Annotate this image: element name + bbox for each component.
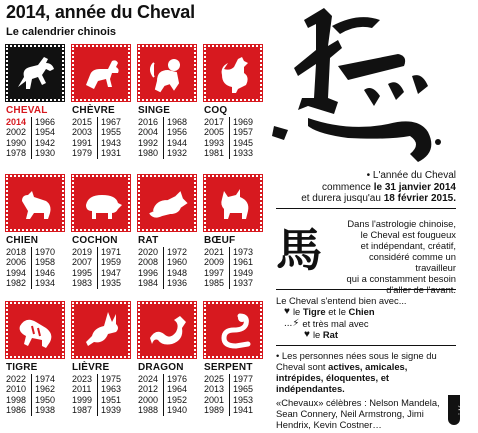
year: 1978 — [6, 148, 32, 158]
year: 1934 — [35, 278, 56, 289]
compatibility-block — [276, 295, 458, 341]
traits-intro: • Les personnes nées sous le signe du Cheval sont — [276, 350, 437, 372]
year: 2020 — [138, 247, 164, 257]
horse-stamp — [6, 45, 64, 101]
sign-years — [204, 117, 266, 159]
year: 1980 — [138, 148, 164, 158]
sign-cell-tigre — [6, 302, 68, 416]
sign-cell-chien — [6, 175, 68, 289]
heart-icon: ♥ — [304, 329, 310, 341]
goat-stamp — [72, 45, 130, 101]
year: 1963 — [101, 384, 122, 395]
year: 1968 — [167, 117, 188, 127]
rat-stamp — [138, 175, 196, 231]
tiger-stamp — [6, 302, 64, 358]
year: 2000 — [138, 395, 164, 405]
sign-years — [138, 374, 200, 416]
desc-line: le Cheval est fougueux — [360, 229, 456, 240]
sign-name: BŒUF — [204, 235, 236, 246]
year: 1976 — [167, 374, 188, 384]
sign-name: CHIEN — [6, 235, 39, 246]
traits-text — [276, 350, 446, 394]
year: 1943 — [101, 137, 122, 148]
sign-name: LIÈVRE — [72, 362, 110, 373]
year: 1941 — [233, 405, 254, 416]
year: 1935 — [101, 278, 122, 289]
sign-years — [204, 374, 266, 416]
year: 1964 — [167, 384, 188, 395]
sign-years — [204, 247, 266, 289]
dragon-stamp — [138, 302, 196, 358]
year: 1995 — [72, 268, 98, 278]
year: 1984 — [138, 278, 164, 288]
ox-stamp — [204, 175, 262, 231]
sign-years — [138, 247, 200, 289]
year: 2002 — [6, 127, 32, 137]
year: 2021 — [204, 247, 230, 257]
year: 1960 — [167, 257, 188, 268]
year: 1937 — [233, 278, 254, 289]
monkey-icon — [144, 51, 192, 97]
compat-rat: Rat — [322, 329, 338, 341]
traits-list: actives, amicales, intrépides, éloquentes, et indépendantes. — [276, 361, 408, 394]
sign-name: COQ — [204, 105, 228, 116]
year: 1953 — [233, 394, 254, 405]
year: 1981 — [204, 148, 230, 158]
year: 1951 — [101, 394, 122, 405]
year: 1954 — [35, 127, 56, 138]
horse-description — [326, 218, 456, 295]
year: 2014 — [6, 117, 32, 127]
year: 1974 — [35, 374, 56, 384]
year: 1952 — [167, 394, 188, 405]
year: 2022 — [6, 374, 32, 384]
compat-tigre: Tigre — [302, 306, 326, 318]
year: 1993 — [204, 138, 230, 148]
monkey-stamp — [138, 45, 196, 101]
year: 1977 — [233, 374, 254, 384]
compat-le: le — [292, 306, 303, 318]
year: 2012 — [138, 384, 164, 394]
sign-cell-lievre — [72, 302, 134, 416]
pig-stamp — [72, 175, 130, 231]
year: 1944 — [167, 137, 188, 148]
desc-line: Dans l'astrologie chinoise, — [347, 218, 456, 229]
year: 1975 — [101, 374, 122, 384]
sign-name: TIGRE — [6, 362, 38, 373]
year: 1946 — [35, 267, 56, 278]
year: 1970 — [35, 247, 56, 257]
sign-cell-coq — [204, 45, 266, 159]
sign-years — [6, 117, 68, 159]
horse-glyph-char: 馬 — [276, 223, 322, 277]
traits-block — [276, 350, 446, 433]
year: 1940 — [167, 405, 188, 416]
page-subtitle: Le calendrier chinois — [6, 26, 117, 38]
hare-icon — [78, 308, 126, 354]
compatibility-bad — [276, 329, 458, 340]
year: 1989 — [204, 405, 230, 415]
year: 1950 — [35, 394, 56, 405]
compat-intro-text: Le Cheval s'entend bien avec... — [276, 295, 407, 306]
sign-cell-serpent — [204, 302, 266, 416]
year: 1958 — [35, 257, 56, 268]
year: 2010 — [6, 384, 32, 394]
ox-icon — [210, 181, 258, 227]
calligraphy-horse-character — [268, 6, 458, 168]
year: 2018 — [6, 247, 32, 257]
rooster-stamp — [204, 45, 262, 101]
dates-end-prefix: et durera jusqu'au — [301, 193, 384, 204]
sign-years — [6, 247, 68, 289]
year: 1985 — [204, 278, 230, 288]
year: 1991 — [72, 138, 98, 148]
year: 2004 — [138, 127, 164, 137]
year-dates-text — [268, 170, 456, 205]
sign-cell-rat — [138, 175, 200, 289]
year: 1936 — [167, 278, 188, 289]
sign-name: SERPENT — [204, 362, 253, 373]
compat-le: le — [312, 329, 323, 341]
sign-name: CHEVAL — [6, 105, 48, 116]
rooster-icon — [210, 51, 258, 97]
desc-line: et indépendant, créatif, — [360, 240, 456, 251]
year: 1982 — [6, 278, 32, 288]
year: 1955 — [101, 127, 122, 138]
hare-stamp — [72, 302, 130, 358]
sign-name: DRAGON — [138, 362, 184, 373]
year: 1997 — [204, 268, 230, 278]
horse-glyph — [276, 222, 326, 278]
year: 2023 — [72, 374, 98, 384]
sign-name: RAT — [138, 235, 159, 246]
year: 1987 — [72, 405, 98, 415]
compat-bad-text: et très mal avec — [302, 317, 369, 329]
page-title: 2014, année du Cheval — [6, 2, 195, 22]
year: 2001 — [204, 395, 230, 405]
year: 1938 — [35, 405, 56, 416]
heart-icon: ♥ — [284, 306, 290, 318]
year: 2006 — [6, 257, 32, 267]
sign-years — [72, 374, 134, 416]
year: 1994 — [6, 268, 32, 278]
year: 1973 — [233, 247, 254, 257]
year: 2007 — [72, 257, 98, 267]
lightning-icon: ...⚡ — [284, 317, 300, 329]
year: 1972 — [167, 247, 188, 257]
dog-stamp — [6, 175, 64, 231]
year: 1961 — [233, 257, 254, 268]
year: 1999 — [72, 395, 98, 405]
year: 1996 — [138, 268, 164, 278]
dates-start-prefix: commence — [322, 181, 374, 193]
sign-years — [72, 117, 134, 159]
divider — [276, 289, 456, 290]
year: 2011 — [72, 384, 98, 394]
year: 2013 — [204, 384, 230, 394]
year: 1931 — [101, 148, 122, 159]
year: 1942 — [35, 137, 56, 148]
snake-stamp — [204, 302, 262, 358]
desc-line: considéré comme un travailleur — [368, 251, 456, 273]
dates-end: 18 février 2015. — [383, 193, 456, 204]
sign-cell-cochon — [72, 175, 134, 289]
year: 1967 — [101, 117, 122, 127]
sign-years — [138, 117, 200, 159]
year: 1998 — [6, 395, 32, 405]
year: 1948 — [167, 267, 188, 278]
sign-cell-boeuf — [204, 175, 266, 289]
year: 1933 — [233, 148, 254, 159]
sign-years — [72, 247, 134, 289]
year: 1949 — [233, 267, 254, 278]
year: 2019 — [72, 247, 98, 257]
pig-icon — [78, 181, 126, 227]
year: 1930 — [35, 148, 56, 159]
divider — [276, 345, 456, 346]
year: 1971 — [101, 247, 122, 257]
dog-icon — [12, 181, 60, 227]
dragon-icon — [144, 308, 192, 354]
snake-icon — [210, 308, 258, 354]
year: 2024 — [138, 374, 164, 384]
compat-chien: Chien — [348, 306, 375, 318]
year: 2005 — [204, 127, 230, 137]
horse-icon — [12, 51, 60, 97]
year: 1959 — [101, 257, 122, 268]
year: 1947 — [101, 267, 122, 278]
year: 1956 — [167, 127, 188, 138]
year: 1939 — [101, 405, 122, 416]
compatibility-bad-intro — [276, 318, 458, 329]
famous-horses: «Chevaux» célèbres : Nelson Mandela, Sean Connery, Neil Armstrong, Jimi Hendrix, Kevin Costner… — [276, 397, 440, 430]
desc-line: qui a constamment besoin — [346, 273, 456, 284]
year: 1932 — [167, 148, 188, 159]
year: 2025 — [204, 374, 230, 384]
dates-intro: • L'année du Cheval — [366, 170, 456, 181]
dates-start: le 31 janvier 2014 — [373, 181, 456, 193]
year: 1990 — [6, 138, 32, 148]
year: 2008 — [138, 257, 164, 267]
idé-logo: idé — [448, 395, 460, 425]
sign-cell-singe — [138, 45, 200, 159]
year: 1986 — [6, 405, 32, 415]
sign-name: CHÈVRE — [72, 105, 115, 116]
compatibility-intro — [276, 295, 458, 306]
year: 2017 — [204, 117, 230, 127]
year: 1983 — [72, 278, 98, 288]
sign-name: SINGE — [138, 105, 171, 116]
compat-et: et le — [325, 306, 349, 318]
sign-cell-dragon — [138, 302, 200, 416]
sign-cell-cheval — [6, 45, 68, 159]
divider — [276, 208, 456, 209]
year: 1962 — [35, 384, 56, 395]
year: 1945 — [233, 137, 254, 148]
year: 2016 — [138, 117, 164, 127]
year: 2015 — [72, 117, 98, 127]
year: 1969 — [233, 117, 254, 127]
year: 1992 — [138, 138, 164, 148]
sign-cell-chevre — [72, 45, 134, 159]
year: 2009 — [204, 257, 230, 267]
goat-icon — [78, 51, 126, 97]
year: 1979 — [72, 148, 98, 158]
year: 1965 — [233, 384, 254, 395]
year: 2003 — [72, 127, 98, 137]
sign-years — [6, 374, 68, 416]
rat-icon — [144, 181, 192, 227]
tiger-icon — [12, 308, 60, 354]
year: 1957 — [233, 127, 254, 138]
compatibility-good — [276, 306, 458, 317]
sign-name: COCHON — [72, 235, 118, 246]
year: 1966 — [35, 117, 56, 127]
year: 1988 — [138, 405, 164, 415]
